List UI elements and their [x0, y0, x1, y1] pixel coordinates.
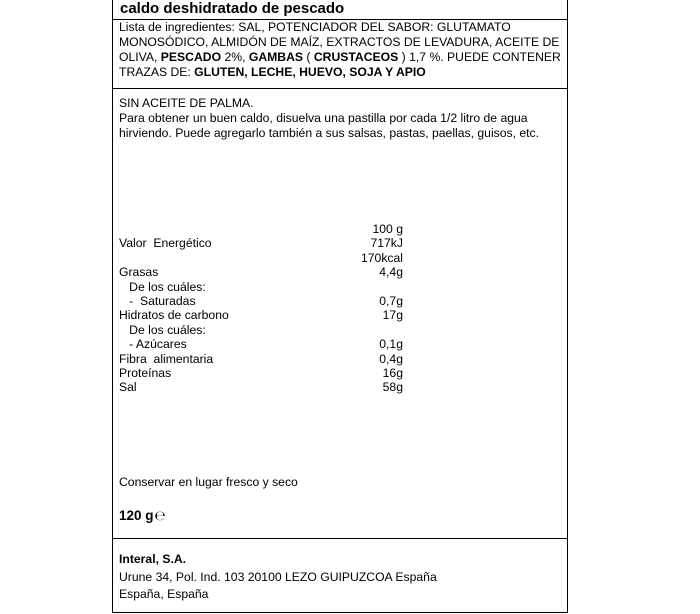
nutrient-name: De los cuáles:: [119, 322, 206, 337]
nutrient-name: Fibra alimentaria: [119, 351, 214, 366]
nutrient-name: - Azúcares: [119, 337, 187, 352]
nutrient-value: 0,4g: [379, 351, 403, 366]
company-name: Interal, S.A.: [119, 552, 187, 566]
nutrient-name: Proteínas: [119, 365, 172, 380]
nutrient-name: De los cuáles:: [119, 279, 206, 294]
allergen-highlight: CRUSTACEOS: [313, 50, 399, 64]
nutrition-row: [119, 308, 419, 322]
product-label: [112, 0, 568, 613]
allergen-highlight: GAMBAS: [248, 50, 304, 64]
storage-instructions: Conservar en lugar fresco y seco: [119, 475, 298, 489]
nutrient-value: 170kcal: [360, 250, 403, 265]
nutrient-value: 717kJ: [370, 236, 403, 251]
preparation-section: [119, 96, 565, 141]
nutrient-value: 16g: [382, 365, 403, 380]
allergen-highlight: PESCADO: [160, 50, 222, 64]
nutrient-value: 58g: [382, 380, 403, 395]
net-weight: [119, 508, 166, 524]
nutrition-row: [119, 236, 419, 250]
nutrition-row: [119, 280, 419, 294]
estimated-sign-icon: ℮: [154, 509, 166, 524]
nutrient-value: 17g: [382, 308, 403, 323]
nutrition-row: [119, 265, 419, 279]
nutrition-row: [119, 352, 419, 366]
nutrient-value: 0,1g: [379, 337, 403, 352]
product-title: caldo deshidratado de pescado: [120, 0, 345, 17]
no-palm-oil-note: SIN ACEITE DE PALMA.: [119, 96, 254, 110]
weight-divider: [113, 538, 567, 539]
nutrition-row: [119, 380, 419, 394]
ingredients-text: (: [303, 50, 314, 64]
nutrition-row: [119, 337, 419, 351]
nutrition-row: [119, 294, 419, 308]
address-line-2: España, España: [119, 587, 209, 601]
allergen-highlight: GLUTEN, LECHE, HUEVO, SOJA Y APIO: [194, 65, 426, 79]
nutrient-name: Grasas: [119, 265, 159, 280]
nutrient-name: Hidratos de carbono: [119, 308, 229, 323]
nutrition-row: [119, 323, 419, 337]
nutrient-name: - Saturadas: [119, 293, 196, 308]
nutrition-header: 100 g: [372, 222, 403, 236]
address-line-1: Urune 34, Pol. Ind. 103 20100 LEZO GUIPUZCOA España: [119, 570, 437, 584]
ingredients-list: [119, 20, 565, 80]
net-weight-value: 120 g: [119, 508, 154, 523]
nutrition-row: [119, 366, 419, 380]
ingredients-text: ) 1,7 %. PUEDE CONTENER TRAZAS DE:: [119, 50, 561, 79]
nutrition-row: [119, 251, 419, 265]
ingredients-divider: [113, 88, 567, 89]
preparation-instructions: Para obtener un buen caldo, disuelva una pastilla por cada 1/2 litro de agua hirviendo. Puede agregarlo también a sus salsas, pastas, paellas, guisos, etc.: [119, 111, 540, 140]
ingredients-text: Lista de ingredientes: SAL, POTENCIADOR DEL SABOR: GLUTAMATO MONOSÓDICO, ALMIDÓN DE MAÍZ, EXTRACTOS DE LEVADURA, ACEITE DE OLIVA,: [119, 20, 560, 64]
company-address: [119, 569, 437, 603]
nutrient-name: Valor Energético: [119, 236, 212, 251]
nutrition-table: [119, 222, 419, 395]
nutrition-header-row: [119, 222, 419, 236]
nutrient-name: Sal: [119, 380, 137, 395]
ingredients-text: 2%,: [221, 50, 249, 64]
nutrient-value: 0,7g: [379, 293, 403, 308]
nutrient-value: 4,4g: [379, 265, 403, 280]
